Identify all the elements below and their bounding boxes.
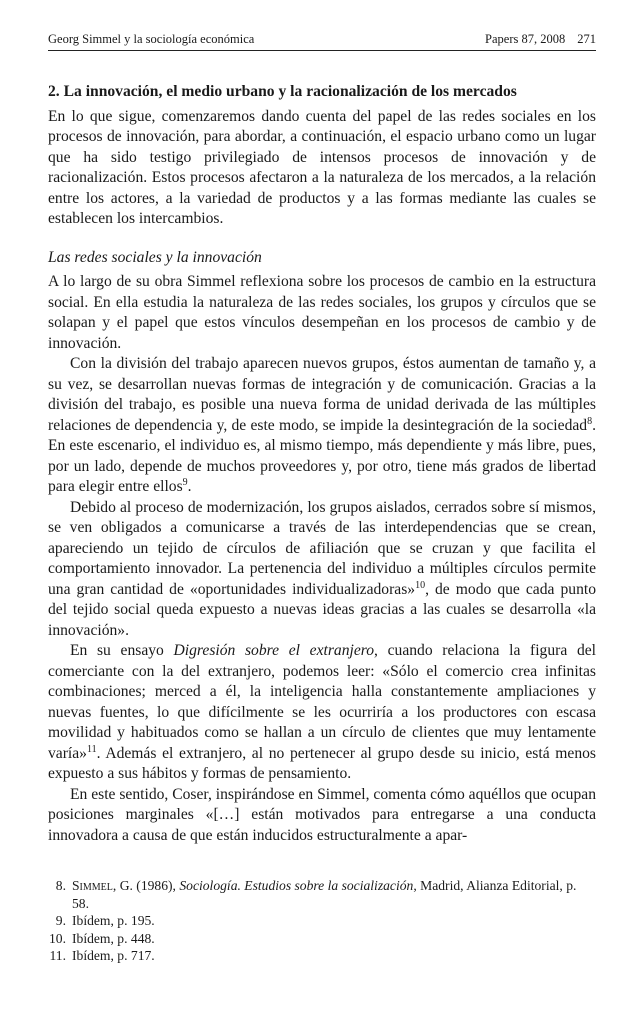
footnote-8 [48,877,596,912]
footnote-book-title: Sociología. Estudios sobre la socialización [179,878,414,893]
footnote-number: 8. [55,878,66,893]
subsection-title: Las redes sociales y la innovación [48,248,262,266]
paragraph-4-text-c: . Además el extranjero, al no pertenecer al grupo desde su inicio, está menos expuesto a sus hábitos y formas de pensamiento. [48,744,596,782]
paragraph-2 [48,354,596,498]
paragraph-5: En este sentido, Coser, inspirándose en Simmel, comenta cómo aquéllos que ocupan posiciones marginales «[…] están motivados para entregarse a una conducta innovadora a causa de que están inducidos estructuralmente a apar- [48,785,596,844]
footnote-text: , G. (1986), [112,878,180,893]
footnote-9 [48,912,596,930]
footnote-ref-8[interactable]: 8 [587,415,593,427]
paragraph-2-text-b: . En este escenario, el individuo es, al mismo tiempo, más dependiente y más libre, pues, por un lado, depende de muchos proveedores y, por otro, tiene más grados de libertad para elegir entre ellos [48,416,596,495]
paragraph-2-text-c: . [187,478,192,495]
paragraph-1: A lo largo de su obra Simmel reflexiona sobre los procesos de cambio en la estructura social. En ella estudia la naturaleza de las redes sociales, los grupos y círculos que se solapan y el papel que estos vínculos desempeñan en los procesos de cambio y de innovación. [48,273,596,352]
footnote-11 [48,947,596,965]
paragraph-4 [48,641,596,785]
paragraph-2-text-a: Con la división del trabajo aparecen nuevos grupos, éstos aumentan de tamaño y, a su vez, se desarrollan nuevas formas de integración y de comunicación. Gracias a la división del trabajo, es posible una nueva forma de unidad derivada de las múltiples relaciones de dependencia y, de este modo, se impide la desintegración de la sociedad [48,355,596,434]
paragraph-3-text-a: Debido al proceso de modernización, los grupos aislados, cerrados sobre sí mismos, se ven obligados a comunicarse a través de las interdependencias que se crean, apareciendo un tejido de círculos de afiliación que se cruzan y que facilita el comportamiento innovador. La pertenencia del individuo a múltiples círculos permite una gran cantidad de «oportunidades individualizadoras» [48,498,596,598]
footnote-author: Simmel [72,878,113,893]
running-header [48,30,596,51]
journal-citation: Papers 87, 2008 [485,32,566,46]
footnote-text-end: , Madrid, Alianza Editorial, p. 58. [72,878,577,911]
footnote-10 [48,930,596,948]
footnote-number: 10. [49,930,66,946]
running-title: Georg Simmel y la sociología económica [48,32,255,46]
footnote-text: Ibídem, p. 195. [72,913,155,928]
intro-paragraph: En lo que sigue, comenzaremos dando cuenta del papel de las redes sociales en los procesos de innovación, para abordar, a continuación, el espacio urbano como un lugar que ha sido testigo privilegiado de intensos procesos de innovación y de racionalización. Estos procesos afectaron a la naturaleza de los mercados, a la relación entre los actores, a la variedad de productos y a las formas mediante las cuales se establecen los intercambios. [48,107,596,227]
journal-info [485,32,596,47]
paragraph-4-text-a: En su ensayo [70,642,174,659]
footnote-ref-9[interactable]: 9 [182,476,188,488]
footnote-ref-11[interactable]: 11 [86,743,97,755]
body-text [48,82,596,846]
section-title: 2. La innovación, el medio urbano y la racionalización de los mercados [48,83,517,100]
footnote-ref-10[interactable]: 10 [415,579,426,591]
paragraph-3 [48,498,596,642]
paragraph-3-text-b: , de modo que cada punto del tejido social queda expuesto a nuevas ideas gracias a las cuales se desarrolla «la innovación». [48,580,596,639]
footnote-number: 9. [55,913,66,928]
page-number: 271 [577,32,596,46]
footnotes [48,877,596,965]
paragraph-4-text-b: , cuando relaciona la figura del comerciante con la del extranjero, podemos leer: «Sólo el comercio crea infinitas combinaciones; merced a él, la inteligencia halla constantemente ampliaciones y nuevas fuentes, lo que difícilmente se les ocurriría a los productores con escasa movilidad y habituados como se hallan a un círculo de clientes que muy lentamente varía» [48,642,596,762]
footnote-text: Ibídem, p. 717. [72,948,155,963]
footnote-number: 11. [49,948,66,963]
footnote-text: Ibídem, p. 448. [72,930,155,946]
essay-title: Digresión sobre el extranjero [173,642,375,659]
